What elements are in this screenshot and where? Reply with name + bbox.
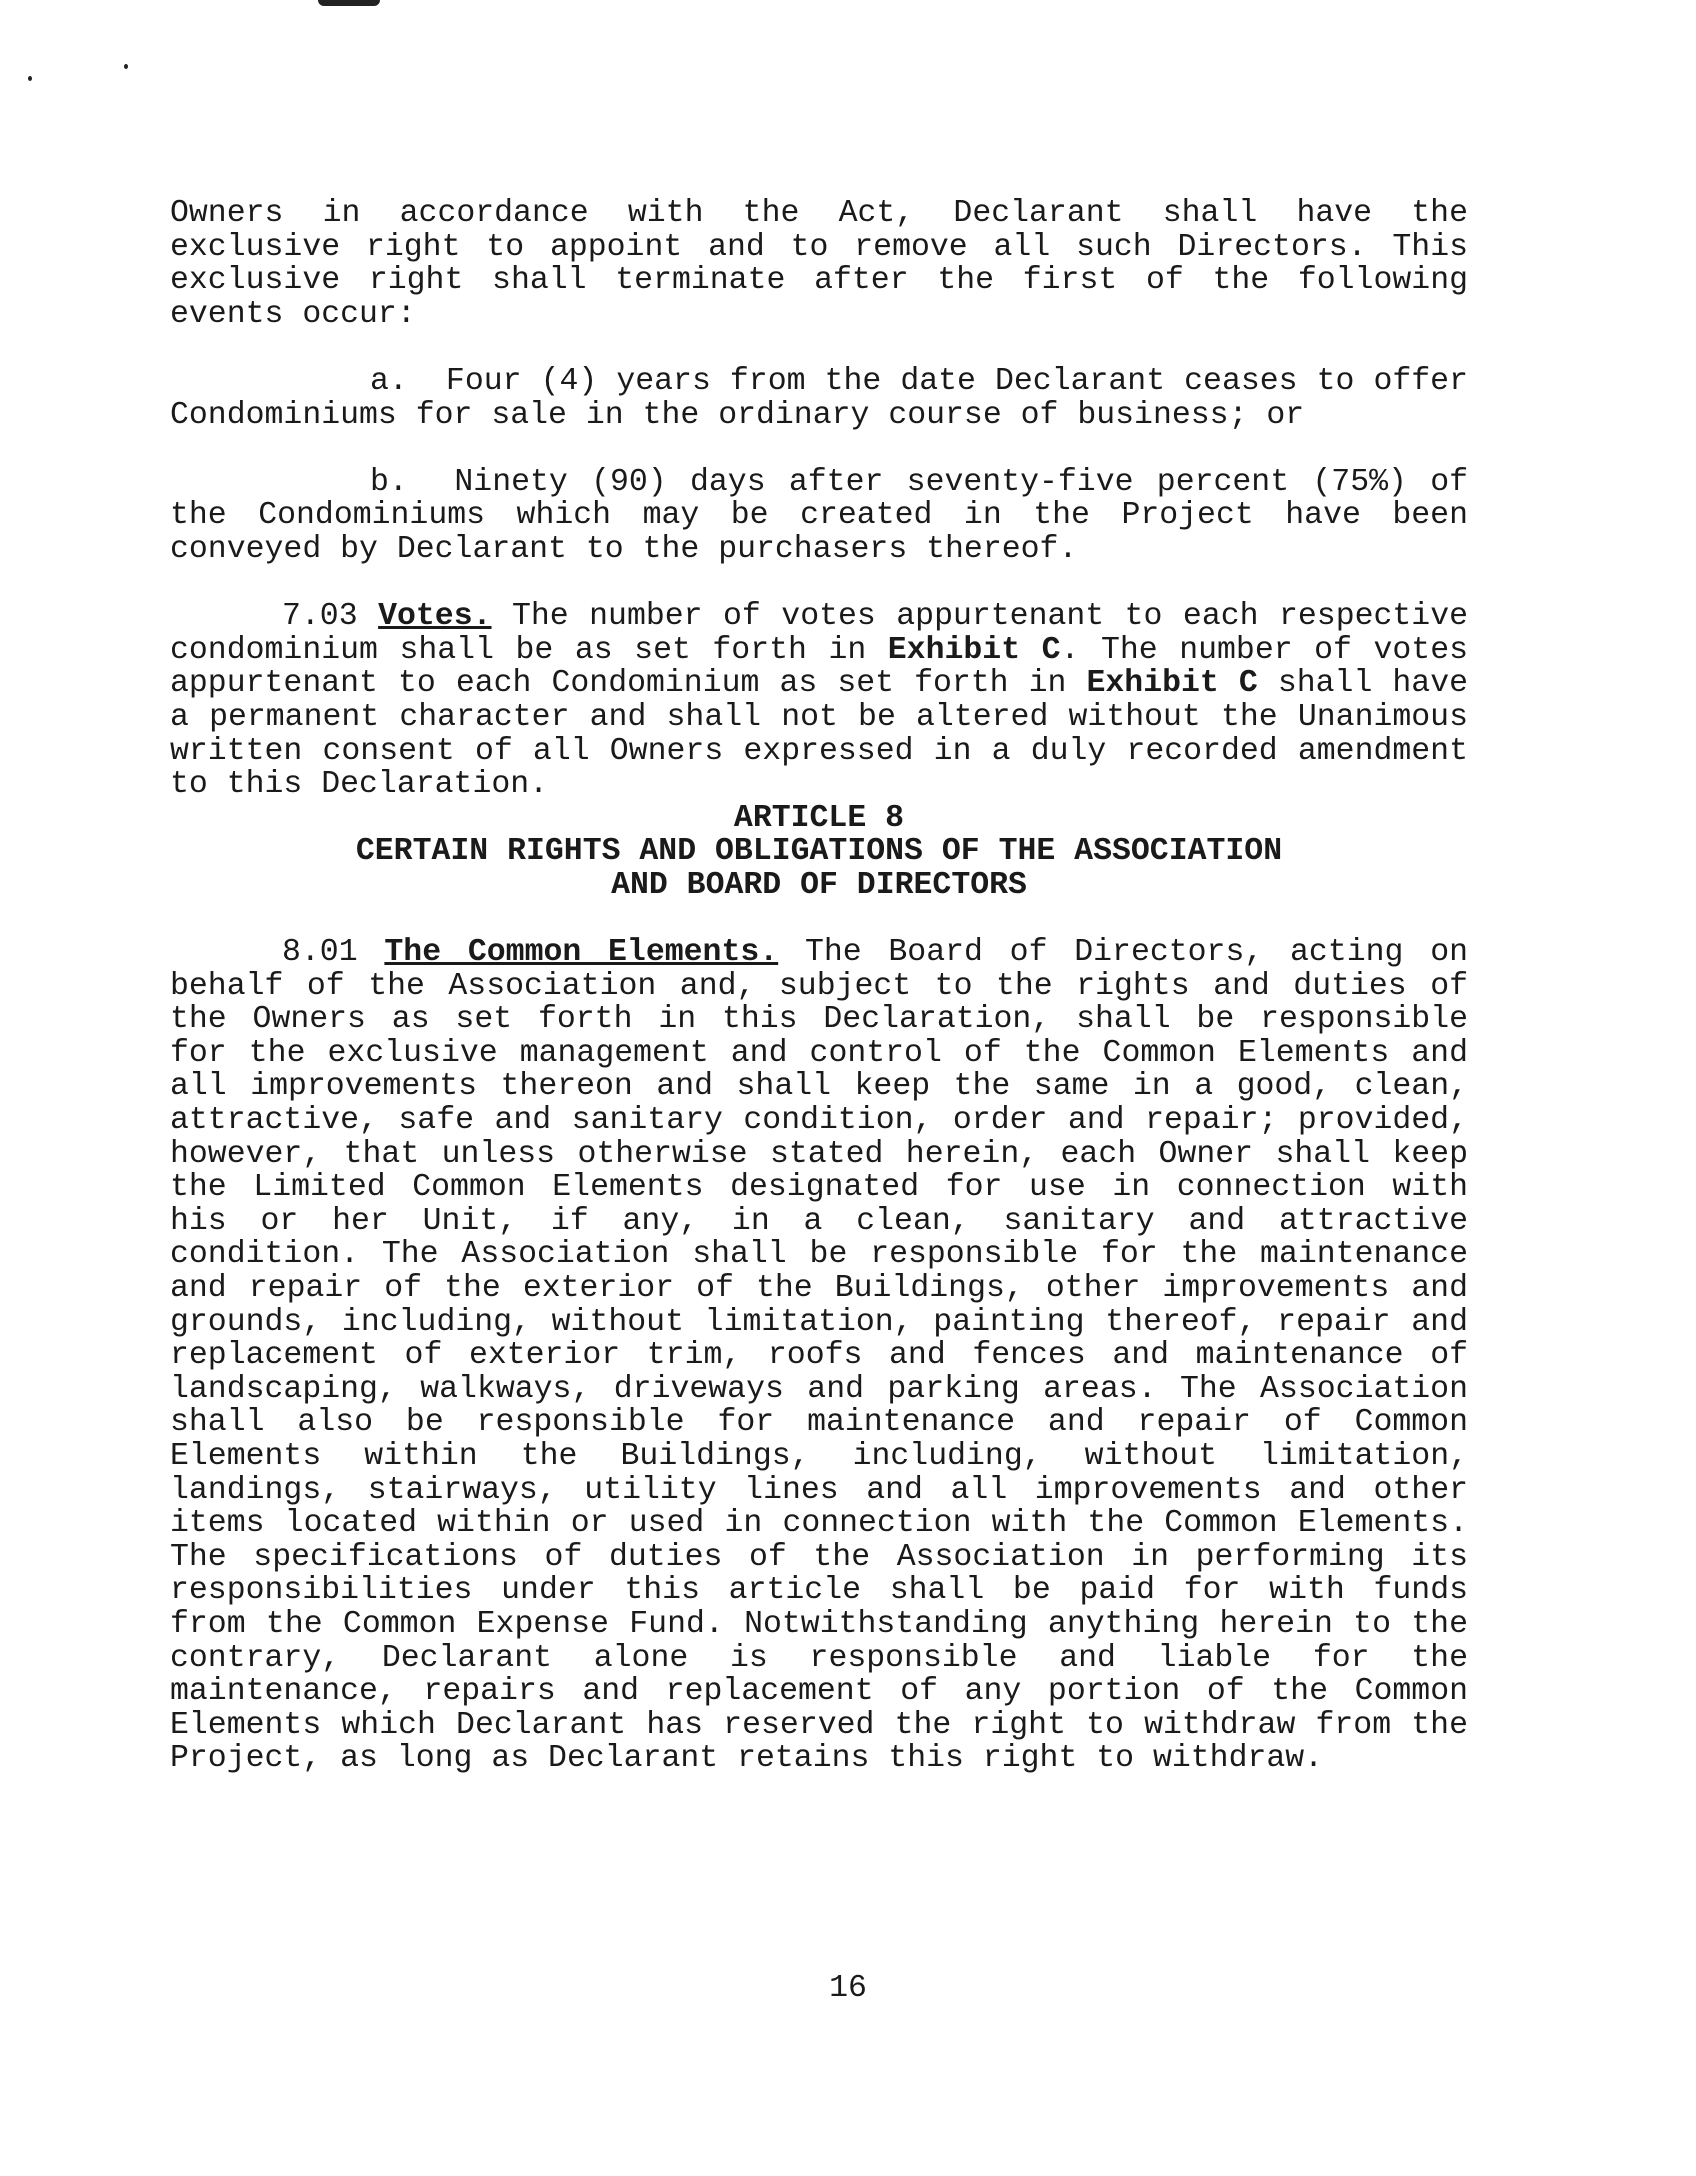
section-text: shall have a permanent character and shall not be altered without the Unanimous written consent of all Owners expressed in a duly recorded amendment to this Declaration. <box>170 666 1469 803</box>
list-item-a <box>170 365 1468 432</box>
scan-artifact <box>124 64 128 69</box>
section-text: The Board of Directors, acting on behalf of the Association and, subject to the rights and duties of the Owners as set forth in this Declaration, shall be responsible for the exclusive management and control of the Common Elements and all improvements thereon and shall keep the same in a good, clean, attractive, safe and sanitary condition, order and repair; provided, however, that unless otherwise stated herein, each Owner shall keep the Limited Common Elements designated for use in connection with his or her Unit, if any, in a clean, sanitary and attractive condition. The Association shall be responsible for the maintenance and repair of the exterior of the Buildings, other improvements and grounds, including, without limitation, painting thereof, repair and replacement of exterior trim, roofs and fences and maintenance of landscaping, walkways, driveways and parking areas. The Association shall also be responsible for maintenance and repair of Common Elements within the Buildings, including, without limitation, landings, stairways, utility lines and all improvements and other items located within or used in connection with the Common Elements. The specifications of duties of the Association in performing its responsibilities under this article shall be paid for with funds from the Common Expense Fund. Notwithstanding anything herein to the contrary, Declarant alone is responsible and liable for the maintenance, repairs and replacement of any portion of the Common Elements which Declarant has reserved the right to withdraw from the Project, as long as Declarant retains this right to withdraw. <box>170 935 1469 1777</box>
exhibit-reference: Exhibit C <box>1086 666 1258 702</box>
continuation-paragraph <box>170 197 1468 331</box>
continuation-text: Owners in accordance with the Act, Declarant shall have the exclusive right to appoint and to remove all such Directors. This exclusive right shall terminate after the first of the following events occur: <box>170 196 1468 332</box>
section-text: The number of votes appurtenant to each respective condominium shall be as set forth in <box>170 599 1469 668</box>
list-marker-b: b. <box>370 464 408 500</box>
section-text: . The number of votes appurtenant to each Condominium as set forth in <box>170 632 1469 702</box>
list-item-b <box>170 466 1468 567</box>
list-marker-a: a. <box>370 363 408 399</box>
section-title: The Common Elements. <box>384 935 779 971</box>
list-text-a: Four (4) years from the date Declarant ceases to offer Condominiums for sale in the ordinary course of business; or <box>170 363 1468 433</box>
scan-artifact <box>318 0 380 6</box>
section-8-01 <box>170 936 1468 1776</box>
scan-artifact <box>28 76 32 81</box>
page-number: 16 <box>829 1971 867 2006</box>
exhibit-reference: Exhibit C <box>887 632 1061 668</box>
document-page <box>170 197 1468 1776</box>
article-title-line-2: AND BOARD OF DIRECTORS <box>611 867 1027 903</box>
section-number: 7.03 <box>282 599 358 635</box>
section-title: Votes. <box>378 599 492 635</box>
article-title-line-1: CERTAIN RIGHTS AND OBLIGATIONS OF THE ASSOCIATION <box>355 834 1283 870</box>
list-text-b: Ninety (90) days after seventy-five percent (75%) of the Condominiums which may be created in the Project have been conveyed by Declarant to the purchasers thereof. <box>170 464 1468 567</box>
section-7-03 <box>170 600 1468 802</box>
section-number: 8.01 <box>282 935 358 971</box>
article-label: ARTICLE 8 <box>733 800 905 836</box>
